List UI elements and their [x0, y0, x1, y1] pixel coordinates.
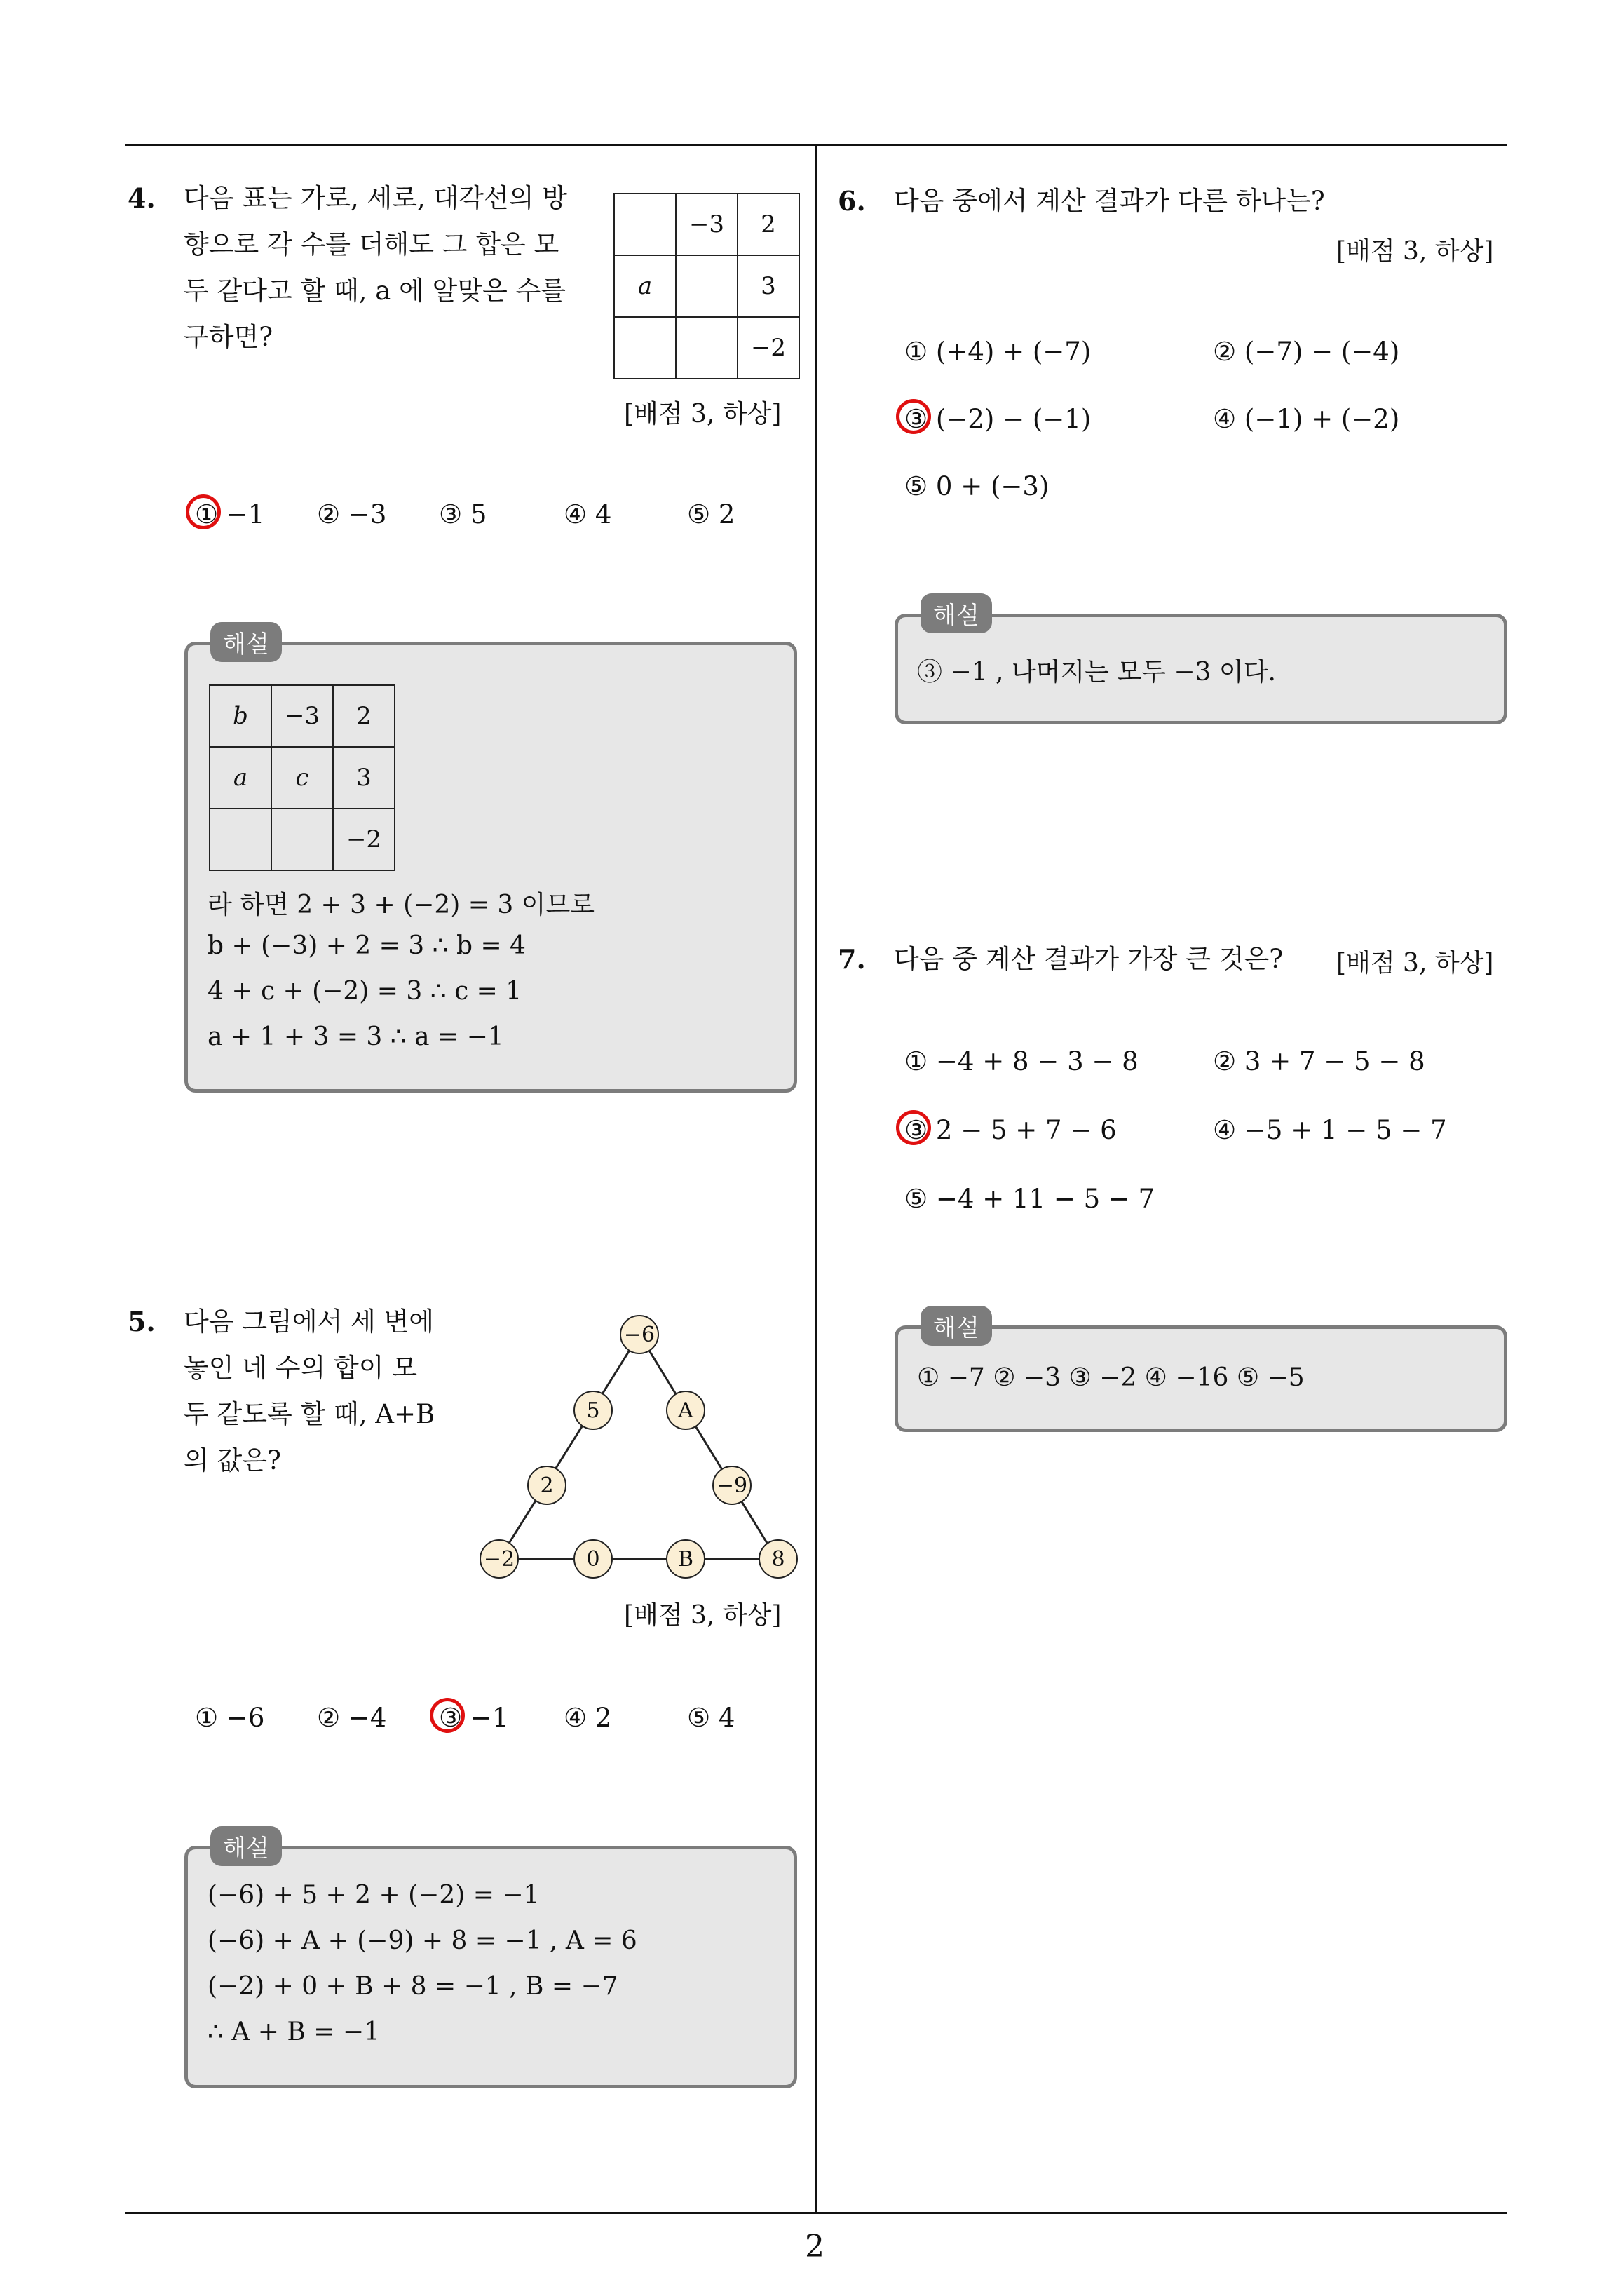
q7-option-4[interactable]: ④ −5 + 1 − 5 − 7	[1213, 1115, 1447, 1145]
q7-score: [배점 3, 하상]	[1336, 949, 1494, 978]
q7-option-1[interactable]: ① −4 + 8 − 3 − 8	[904, 1046, 1139, 1076]
q7-solution-line: ① −7 ② −3 ③ −2 ④ −16 ⑤ −5	[917, 1363, 1305, 1392]
q5-node: B	[666, 1539, 705, 1579]
q6-option-1[interactable]: ① (+4) + (−7)	[904, 337, 1092, 367]
q5-node: 2	[527, 1466, 566, 1505]
q4-sol-cell: c	[271, 747, 333, 809]
q4-option-4[interactable]: ④ 4	[564, 499, 612, 529]
q5-node: 8	[759, 1539, 798, 1579]
page-number: 2	[805, 2229, 824, 2264]
q4-solution-line: 4 + c + (−2) = 3 ∴ c = 1	[208, 977, 522, 1006]
q7-option-3[interactable]: ③ 2 − 5 + 7 − 6	[904, 1115, 1117, 1145]
q5-option-4[interactable]: ④ 2	[564, 1703, 612, 1733]
q4-stem-line: 향으로 각 수를 더해도 그 합은 모	[184, 229, 559, 259]
q6-selected-answer-mark	[896, 399, 931, 434]
q6-solution-tag: 해설	[921, 593, 992, 633]
q4-score: [배점 3, 하상]	[624, 400, 782, 428]
q4-stem-line: 두 같다고 할 때, a 에 알맞은 수를	[184, 276, 566, 306]
q5-node: A	[666, 1391, 705, 1430]
q5-stem-line: 다음 그림에서 세 변에	[184, 1306, 434, 1337]
q5-selected-answer-mark	[430, 1698, 465, 1733]
q5-solution-line: (−2) + 0 + B + 8 = −1 , B = −7	[208, 1972, 618, 2001]
q5-node: 5	[573, 1391, 613, 1430]
q5-option-1[interactable]: ① −6	[195, 1703, 265, 1733]
q6-number: 6.	[838, 185, 866, 217]
q5-option-3[interactable]: ③ −1	[439, 1703, 509, 1733]
q7-number: 7.	[838, 943, 866, 975]
q6-score: [배점 3, 하상]	[1336, 237, 1494, 266]
q5-node: −2	[480, 1539, 519, 1579]
q5-option-5[interactable]: ⑤ 4	[687, 1703, 735, 1733]
q5-solution-line: (−6) + 5 + 2 + (−2) = −1	[208, 1881, 540, 1910]
q5-node: 0	[573, 1539, 613, 1579]
q5-solution-line: (−6) + A + (−9) + 8 = −1 , A = 6	[208, 1926, 637, 1955]
q6-stem: 다음 중에서 계산 결과가 다른 하나는?	[894, 186, 1325, 216]
q5-node: −9	[712, 1466, 752, 1505]
q4-sol-cell: b	[210, 685, 271, 747]
q5-stem-line: 의 값은?	[184, 1445, 281, 1475]
q4-sol-cell: −3	[271, 685, 333, 747]
q4-option-5[interactable]: ⑤ 2	[687, 499, 735, 529]
q4-solution-line: 라 하면 2 + 3 + (−2) = 3 이므로	[208, 891, 595, 919]
q6-option-3[interactable]: ③ (−2) − (−1)	[904, 404, 1092, 434]
q4-sol-cell: 3	[333, 747, 395, 809]
q4-option-3[interactable]: ③ 5	[439, 499, 487, 529]
q4-stem-line: 구하면?	[184, 322, 273, 352]
q5-node: −6	[620, 1315, 659, 1354]
q6-option-2[interactable]: ② (−7) − (−4)	[1213, 337, 1400, 367]
q7-stem: 다음 중 계산 결과가 가장 큰 것은?	[894, 944, 1284, 974]
q5-score: [배점 3, 하상]	[624, 1601, 782, 1630]
q7-solution-tag: 해설	[921, 1306, 992, 1346]
q6-option-4[interactable]: ④ (−1) + (−2)	[1213, 404, 1400, 434]
q7-option-5[interactable]: ⑤ −4 + 11 − 5 − 7	[904, 1184, 1155, 1214]
q5-number: 5.	[128, 1306, 156, 1337]
q5-solution-line: ∴ A + B = −1	[208, 2018, 380, 2046]
q5-solution-tag: 해설	[210, 1826, 282, 1866]
q4-option-1[interactable]: ① −1	[195, 499, 265, 529]
q6-solution-line: ③ −1 , 나머지는 모두 −3 이다.	[917, 658, 1276, 687]
q4-stem-line: 다음 표는 가로, 세로, 대각선의 방	[184, 183, 567, 213]
q7-option-2[interactable]: ② 3 + 7 − 5 − 8	[1213, 1046, 1425, 1076]
q4-sol-cell: a	[210, 747, 271, 809]
q5-stem-line: 놓인 네 수의 합이 모	[184, 1353, 417, 1383]
q4-number: 4.	[128, 182, 156, 214]
q5-stem-line: 두 같도록 할 때, A+B	[184, 1399, 435, 1429]
q4-cell: a	[614, 255, 676, 317]
q4-cell: −3	[676, 194, 738, 255]
q6-option-5[interactable]: ⑤ 0 + (−3)	[904, 471, 1050, 501]
q5-option-2[interactable]: ② −4	[317, 1703, 387, 1733]
q4-solution-tag: 해설	[210, 622, 282, 662]
q4-cell: 2	[738, 194, 799, 255]
q4-option-2[interactable]: ② −3	[317, 499, 387, 529]
q4-cell: −2	[738, 317, 799, 379]
q4-solution-line: b + (−3) + 2 = 3 ∴ b = 4	[208, 931, 526, 960]
q4-sol-cell: −2	[333, 809, 395, 870]
q4-sol-cell: 2	[333, 685, 395, 747]
q4-solution-line: a + 1 + 3 = 3 ∴ a = −1	[208, 1022, 504, 1051]
q7-selected-answer-mark	[896, 1110, 931, 1145]
q4-cell: 3	[738, 255, 799, 317]
